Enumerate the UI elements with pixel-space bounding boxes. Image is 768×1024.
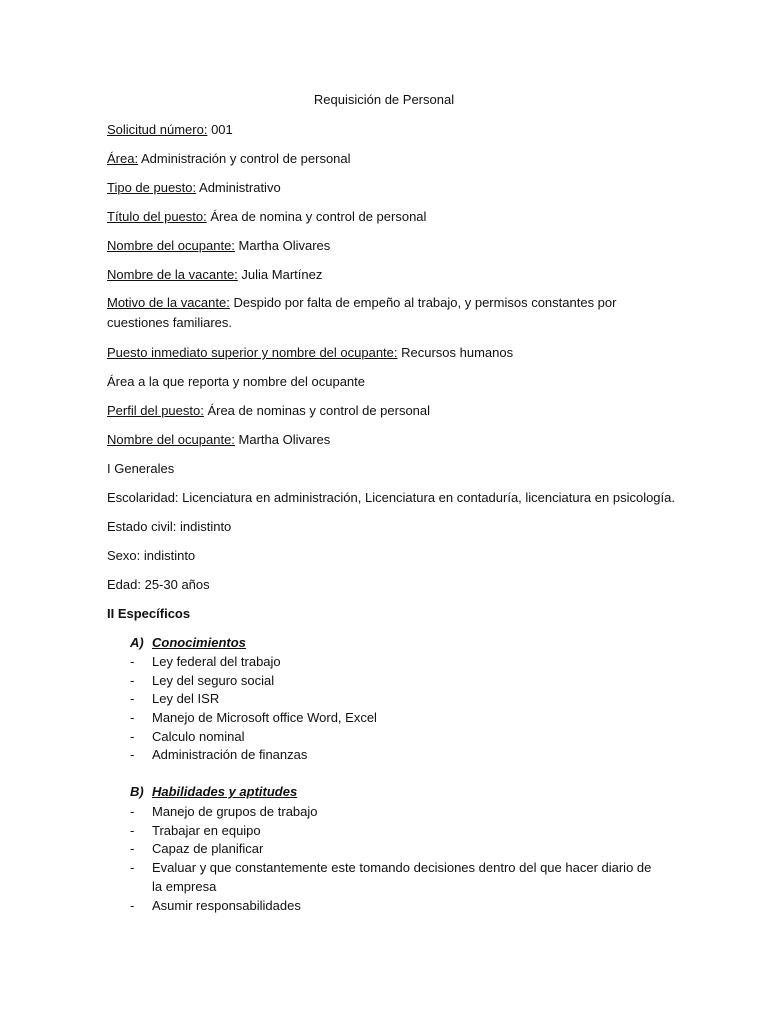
list-item bbox=[130, 728, 245, 747]
especificos-heading: II Específicos bbox=[107, 606, 191, 621]
field-value: Recursos humanos bbox=[397, 345, 514, 360]
field-nombre-vacante bbox=[107, 267, 322, 283]
field-label: Tipo de puesto: bbox=[107, 180, 197, 195]
list-item-text: Administración de finanzas bbox=[152, 747, 308, 762]
list-item-text: Evaluar y que constantemente este tomando decisiones dentro del que hacer diario de la empresa bbox=[152, 860, 652, 894]
field-label: Nombre del ocupante: bbox=[107, 238, 235, 253]
dash: - bbox=[130, 710, 135, 725]
dash: - bbox=[130, 673, 135, 688]
field-value: 001 bbox=[207, 122, 233, 137]
list-item bbox=[130, 822, 261, 841]
field-label: Solicitud número: bbox=[107, 122, 208, 137]
list-item bbox=[130, 840, 263, 859]
field-label: Nombre de la vacante: bbox=[107, 267, 238, 282]
list-item bbox=[130, 859, 670, 896]
generales-heading: I Generales bbox=[107, 461, 175, 476]
field-value: Julia Martínez bbox=[237, 267, 323, 282]
section-b-heading bbox=[130, 784, 297, 799]
generales-escolaridad: Escolaridad: Licenciatura en administración, Licenciatura en contaduría, licenciatura en psicología. bbox=[107, 490, 675, 505]
field-label: Nombre del ocupante: bbox=[107, 432, 235, 447]
field-area-reporta bbox=[107, 374, 365, 390]
generales-edad: Edad: 25-30 años bbox=[107, 577, 210, 592]
list-item-text: Ley federal del trabajo bbox=[152, 654, 281, 669]
list-item-text: Calculo nominal bbox=[152, 729, 245, 744]
list-item bbox=[130, 672, 274, 691]
list-item bbox=[130, 897, 301, 916]
field-label: Título del puesto: bbox=[107, 209, 207, 224]
section-letter: B) bbox=[130, 784, 144, 799]
field-value: Martha Olivares bbox=[234, 238, 331, 253]
field-nombre-ocupante-2 bbox=[107, 432, 330, 448]
list-item-text: Manejo de Microsoft office Word, Excel bbox=[152, 710, 377, 725]
dash: - bbox=[130, 823, 135, 838]
field-label: Perfil del puesto: bbox=[107, 403, 204, 418]
dash: - bbox=[130, 841, 135, 856]
generales-sexo: Sexo: indistinto bbox=[107, 548, 196, 563]
list-item-text: Ley del ISR bbox=[152, 691, 220, 706]
dash: - bbox=[130, 747, 135, 762]
field-label: Motivo de la vacante: bbox=[107, 295, 230, 310]
field-value: Área de nomina y control de personal bbox=[206, 209, 427, 224]
field-value: Martha Olivares bbox=[234, 432, 331, 447]
field-value: Área de nominas y control de personal bbox=[203, 403, 431, 418]
list-item-text: Ley del seguro social bbox=[152, 673, 275, 688]
list-item-text: Manejo de grupos de trabajo bbox=[152, 804, 318, 819]
field-motivo-vacante bbox=[107, 293, 667, 333]
list-item-text: Capaz de planificar bbox=[152, 841, 264, 856]
field-perfil-puesto bbox=[107, 403, 430, 419]
dash: - bbox=[130, 691, 135, 706]
dash: - bbox=[130, 860, 135, 875]
field-label: Puesto inmediato superior y nombre del ocupante: bbox=[107, 345, 398, 360]
list-item bbox=[130, 690, 219, 709]
field-value: Despido por falta de empeño al trabajo, y permisos constantes por cuestiones familiares. bbox=[107, 295, 617, 330]
list-item bbox=[130, 709, 377, 728]
dash: - bbox=[130, 898, 135, 913]
dash: - bbox=[130, 729, 135, 744]
list-item bbox=[130, 653, 281, 672]
list-item bbox=[130, 746, 307, 765]
section-letter: A) bbox=[130, 635, 144, 650]
list-item-text: Trabajar en equipo bbox=[152, 823, 261, 838]
field-label: Área: bbox=[107, 151, 139, 166]
field-solicitud bbox=[107, 122, 233, 138]
section-a-heading bbox=[130, 635, 246, 650]
field-value: Administrativo bbox=[196, 180, 281, 195]
section-title: Conocimientos bbox=[152, 635, 246, 650]
field-tipo-puesto bbox=[107, 180, 281, 196]
field-area bbox=[107, 151, 351, 167]
field-value: Área a la que reporta y nombre del ocupante bbox=[107, 374, 366, 389]
field-value: Administración y control de personal bbox=[138, 151, 351, 166]
list-item bbox=[130, 803, 318, 822]
dash: - bbox=[130, 654, 135, 669]
list-item-text: Asumir responsabilidades bbox=[152, 898, 301, 913]
field-titulo-puesto bbox=[107, 209, 426, 225]
document-title: Requisición de Personal bbox=[313, 92, 455, 107]
generales-estado-civil: Estado civil: indistinto bbox=[107, 519, 232, 534]
dash: - bbox=[130, 804, 135, 819]
field-nombre-ocupante bbox=[107, 238, 330, 254]
field-puesto-superior bbox=[107, 345, 513, 361]
section-title: Habilidades y aptitudes bbox=[152, 784, 298, 799]
